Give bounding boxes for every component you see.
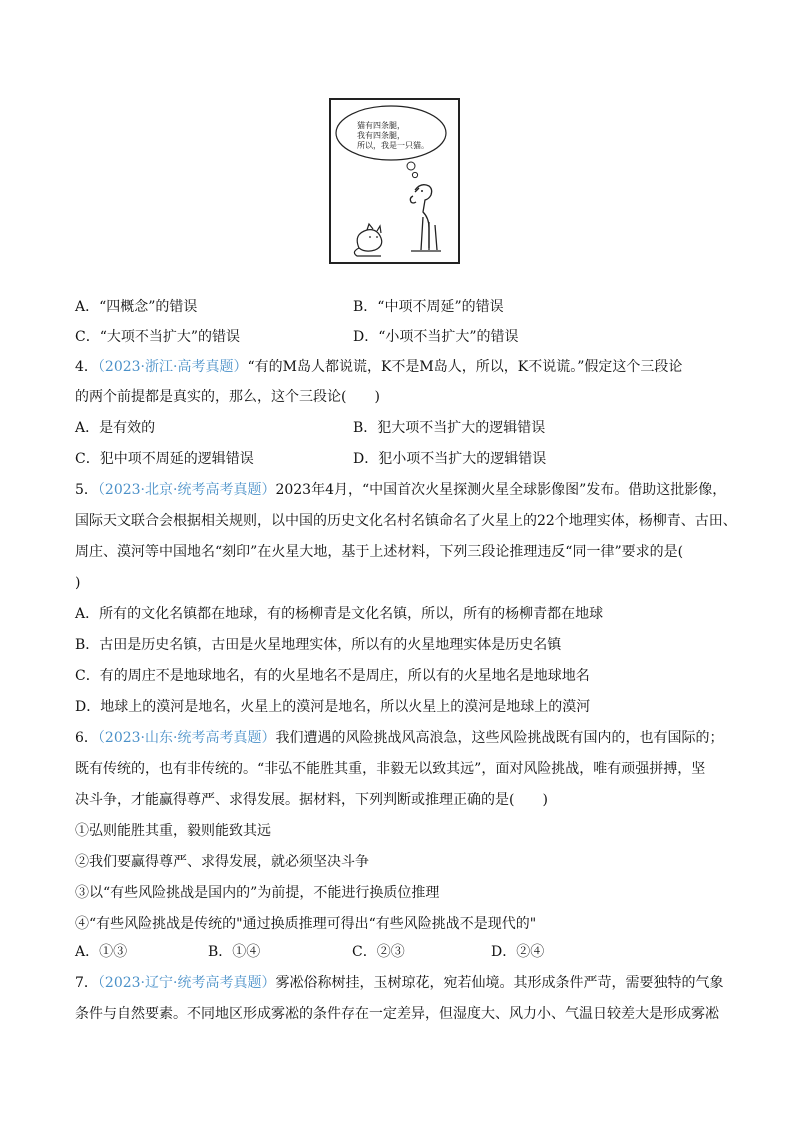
q5-stem-line: 国际天文联合会根据相关规则，以中国的历史文化名村名镇命名了火星上的22个地理实体，杨柳青、古田、	[75, 513, 737, 529]
q3-option-c[interactable]: C．“大项不当扩大”的错误	[75, 329, 241, 345]
q3-option-row	[75, 298, 504, 316]
q6-option-row	[75, 943, 545, 961]
q6-statement-2: ②我们要赢得尊严、求得发展，就必须坚决斗争	[75, 854, 369, 870]
question-source: （2023·山东·统考高考真题）	[97, 730, 276, 746]
q6-stem-line: 决斗争，才能赢得尊严、求得发展。据材料，下列判断或推理正确的是( )	[75, 792, 548, 808]
q6-stem-line	[75, 729, 723, 747]
question-source: （2023·辽宁·统考高考真题）	[97, 975, 276, 991]
q6-option-c[interactable]: C．②③	[352, 944, 405, 960]
question-number: 5．	[75, 482, 98, 498]
q4-option-a[interactable]: A．是有效的	[75, 420, 156, 436]
bubble-line: 猫有四条腿，	[357, 121, 405, 130]
q5-option-c[interactable]: C．有的周庄不是地球地名，有的火星地名不是周庄，所以有的火星地名是地球地名	[75, 668, 590, 684]
q6-statement-3: ③以“有些风险挑战是国内的”为前提，不能进行换质位推理	[75, 885, 440, 901]
question-number: 6．	[75, 730, 98, 746]
q5-stem-line: )	[75, 575, 81, 591]
q6-option-b[interactable]: B．①④	[208, 944, 261, 960]
q3-option-a[interactable]: A．“四概念”的错误	[75, 299, 198, 315]
q4-option-row	[75, 419, 546, 437]
question-text: “有的M岛人都说谎，K不是M岛人，所以，K不说谎。”假定这个三段论	[247, 359, 683, 375]
q6-option-d[interactable]: D．②④	[491, 944, 545, 960]
dog-illustration	[410, 185, 441, 251]
thought-bubble-text	[357, 121, 429, 151]
cat-illustration	[354, 224, 381, 256]
q4-stem-line: 的两个前提都是真实的，那么，这个三段论( )	[75, 389, 380, 405]
question-source: （2023·北京·统考高考真题）	[97, 482, 276, 498]
q3-option-d[interactable]: D．“小项不当扩大”的错误	[353, 329, 519, 345]
question-number: 7．	[75, 975, 98, 991]
q5-option-b[interactable]: B．古田是历史名镇，古田是火星地理实体，所以有的火星地理实体是历史名镇	[75, 637, 562, 653]
q6-statement-1: ①弘则能胜其重，毅则能致其远	[75, 823, 271, 839]
question-number: 4．	[75, 359, 98, 375]
q7-stem-line: 条件与自然要素。不同地区形成雾凇的条件存在一定差异，但湿度大、风力小、气温日较差大是形成雾凇	[75, 1006, 719, 1022]
q3-option-b[interactable]: B．“中项不周延”的错误	[353, 299, 504, 315]
question-text: 我们遭遇的风险挑战风高浪急，这些风险挑战既有国内的，也有国际的；	[275, 730, 724, 746]
q5-option-a[interactable]: A．所有的文化名镇都在地球，有的杨柳青是文化名镇，所以，所有的杨柳青都在地球	[75, 606, 604, 622]
q6-option-a[interactable]: A．①③	[75, 944, 128, 960]
q5-option-d[interactable]: D．地球上的漠河是地名，火星上的漠河是地名，所以火星上的漠河是地球上的漠河	[75, 699, 591, 715]
q4-option-c[interactable]: C．犯中项不周延的逻辑错误	[75, 451, 254, 467]
q4-option-b[interactable]: B．犯大项不当扩大的逻辑错误	[353, 420, 546, 436]
cartoon-figure	[329, 98, 460, 264]
q5-stem-line	[75, 481, 726, 499]
bubble-line: 所以，我是一只猫。	[357, 141, 429, 150]
q4-stem-line	[75, 358, 682, 376]
q4-option-d[interactable]: D．犯小项不当扩大的逻辑错误	[353, 451, 547, 467]
q6-stem-line: 既有传统的，也有非传统的。“非弘不能胜其重，非毅无以致其远”，面对风险挑战，唯有顽强拼搏，坚	[75, 761, 706, 777]
q6-statement-4: ④“有些风险挑战是传统的"通过换质推理可得出“有些风险挑战不是现代的"	[75, 916, 537, 932]
question-source: （2023·浙江·高考真题）	[97, 359, 248, 375]
q4-option-row	[75, 450, 547, 468]
question-text: 2023年4月，“中国首次火星探测火星全球影像图”发布。借助这批影像，	[275, 482, 727, 498]
q7-stem-line	[75, 974, 723, 992]
q3-option-row	[75, 328, 519, 346]
bubble-line: 我有四条腿，	[357, 131, 405, 140]
question-text: 雾凇俗称树挂，玉树琼花，宛若仙境。其形成条件严苛，需要独特的气象	[275, 975, 724, 991]
q5-stem-line: 周庄、漠河等中国地名“刻印”在火星大地，基于上述材料，下列三段论推理违反“同一律”要求的是(	[75, 544, 684, 560]
